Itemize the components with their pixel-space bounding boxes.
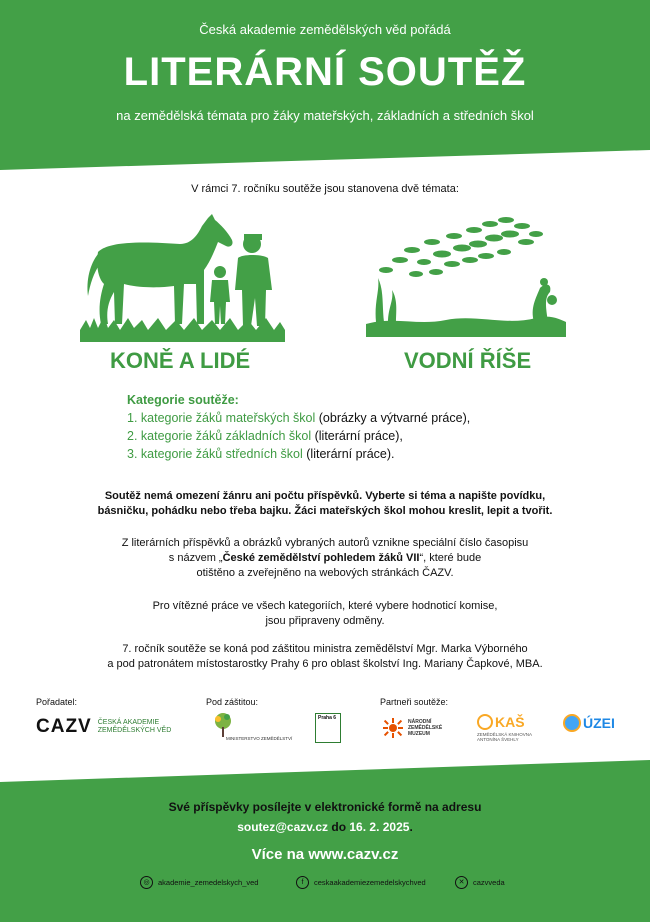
patron-label: Pod záštitou: [206,697,259,707]
footer-background [0,760,650,922]
social-x[interactable] [455,876,505,889]
text-span: “, které bude [419,552,482,564]
globe-icon [563,714,581,732]
categories-heading: Kategorie soutěže: [127,393,239,407]
intro-text: V rámci 7. ročníku soutěže jsou stanovena dvě témata: [191,183,459,195]
logo-text: ZEMĚDĚLSKÝCH VĚD [97,727,172,734]
sun-icon [382,717,404,739]
uzei-logo [563,714,615,732]
paragraph-line: Pro vítězné práce ve všech kategoriích, které vybere hodnoticí komise, [152,600,498,612]
paragraph-line: Z literárních příspěvků a obrázků vybraných autorů vznikne speciální číslo časopisu [121,537,529,549]
social-instagram[interactable] [140,876,258,889]
ministry-name: MINISTERSTVO ZEMĚDĚLSTVÍ [226,736,293,741]
paragraph-line [0,551,650,566]
topic-title-horses: KONĚ A LIDÉ [110,348,251,373]
page-title: LITERÁRNÍ SOUTĚŽ [123,50,527,94]
tree-icon [212,712,234,738]
organizer-label: Pořadatel: [36,697,78,707]
nzm-name [408,719,442,737]
kas-circle-icon [477,714,493,730]
praha6-logo [315,713,341,743]
paragraph-line: a pod patronátem místostarostky Prahy 6 pro oblast školství Ing. Mariany Čapkové, MBA. [107,658,543,670]
kas-name: KAŠ [495,714,525,730]
paragraph-line: básničku, pohádku nebo třeba bajku. Žáci mateřských škol mohou kreslit, lepit a tvořit. [97,505,553,517]
uzei-name: ÚZEI [583,715,615,731]
category-name: 1. kategorie žáků mateřských škol [127,411,316,425]
submission-instructions: Své příspěvky posílejte v elektronické formě na adresu [168,800,482,814]
social-handle: cazvveda [473,878,505,887]
organizer-line: Česká akademie zemědělských věd pořádá [199,22,451,37]
prizes-paragraph [0,599,650,629]
website-link[interactable]: Více na www.cazv.cz [251,846,399,863]
patronage-paragraph [0,642,650,672]
category-note: (obrázky a výtvarné práce), [315,411,471,425]
category-name: 3. kategorie žáků středních škol [127,447,303,461]
header-banner [0,0,650,170]
paragraph-line: jsou připraveny odměny. [265,615,385,627]
cazv-logo-name [98,719,172,735]
page-subtitle: na zemědělská témata pro žáky mateřských, základních a středních škol [116,108,534,123]
magazine-title: České zemědělství pohledem žáků VII [222,552,420,564]
logo-text: NÁRODNÍ [408,719,432,725]
genre-paragraph [0,489,650,519]
paragraph-line: Soutěž nemá omezení žánru ani počtu příspěvků. Vyberte si téma a napište povídku, [104,490,546,502]
text-span: s názvem „ [168,552,223,564]
x-icon: ✕ [455,876,468,889]
ministry-logo [212,712,293,743]
horse-and-people-icon [80,212,285,342]
paragraph-line: otištěno a zveřejněno na webových stránkách ČAZV. [196,567,454,579]
category-name: 2. kategorie žáků základních škol [127,429,312,443]
deadline-date: 16. 2. 2025 [349,820,410,834]
category-item [127,409,470,427]
cazv-logo-mark: CAZV [36,716,92,737]
categories-list [127,391,470,463]
text-span: . [409,820,413,834]
topic-title-water: VODNÍ ŘÍŠE [404,348,532,373]
social-facebook[interactable] [296,876,426,889]
logo-text: ZEMĚDĚLSKÉ [408,725,443,731]
praha6-name: Praha 6 [318,715,337,721]
social-handle: akademie_zemedelskych_ved [158,878,259,887]
category-note: (literární práce), [311,429,403,443]
category-note: (literární práce). [302,447,395,461]
category-item [127,427,470,445]
logo-text: MUZEUM [408,731,430,737]
facebook-icon: f [296,876,309,889]
instagram-icon: ◎ [140,876,153,889]
social-handle: ceskaakademiezemedelskychved [314,878,426,887]
cazv-logo [36,716,171,738]
partners-label: Partneři soutěže: [380,697,449,707]
submission-details [0,820,650,834]
email-link[interactable]: soutez@cazv.cz [237,820,329,834]
text-span: do [328,820,350,834]
paragraph-line: 7. ročník soutěže se koná pod záštitou ministra zemědělství Mgr. Marka Výborného [122,643,528,655]
category-item [127,445,470,463]
nzm-logo [382,717,442,739]
underwater-fish-icon [366,212,566,342]
kas-logo [477,714,537,742]
kas-subtitle: ZEMĚDĚLSKÁ KNIHOVNA ANTONÍNA ŠVEHLY [477,732,532,742]
logo-text: ČESKÁ AKADEMIE [97,719,160,726]
magazine-paragraph [0,536,650,581]
